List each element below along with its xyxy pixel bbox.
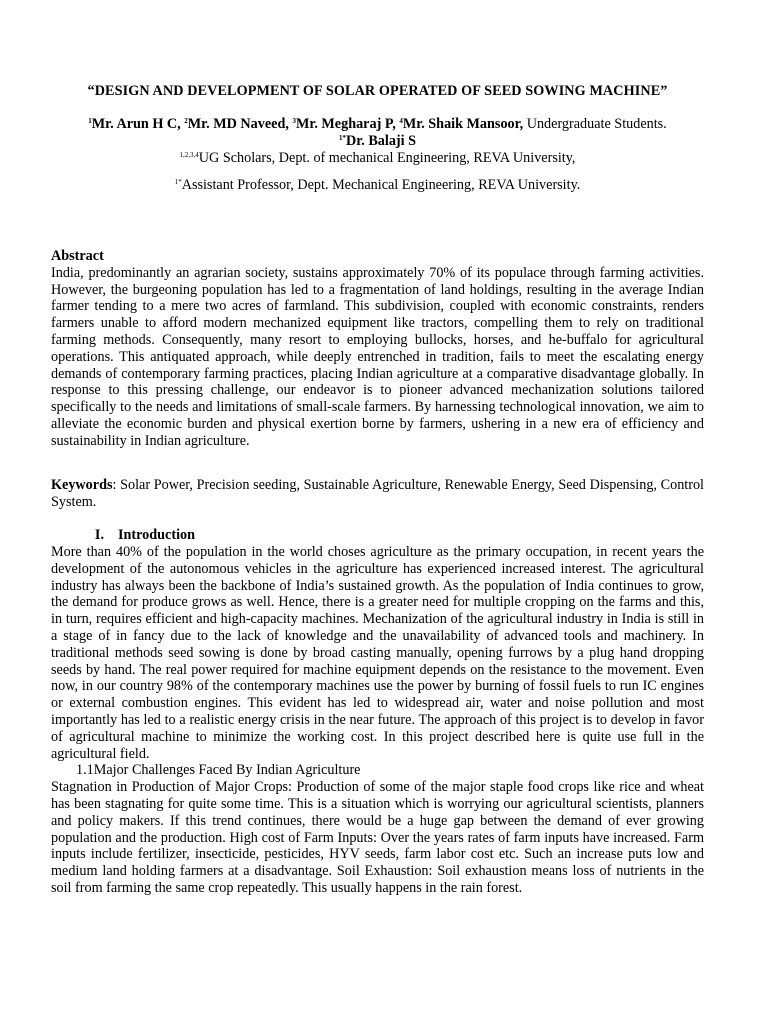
author-5-name: Dr. Balaji S (345, 133, 417, 149)
author-5-superscript: 1* (338, 134, 346, 142)
students-role: Undergraduate Students. (523, 116, 667, 132)
abstract-section (51, 248, 704, 450)
introduction-number: I. (94, 527, 104, 543)
author-3-superscript: 3 (292, 117, 296, 125)
affiliation-professor (51, 177, 704, 194)
keywords-label: Keywords (51, 477, 113, 493)
keywords-section (51, 477, 704, 511)
introduction-paragraph-2: Stagnation in Production of Major Crops: Production of some of the major staple food crops like rice and wheat has been stagnating for quite some time. This is a situation which is worrying our agricultural scientists, planners and policy makers. If this trend continues, there would be a huge gap between the demand of ever growing population and the production. High cost of Farm Inputs: Over the years rates of farm inputs have increased. Farm inputs include fertilizer, insecticide, pesticides, HYV seeds, farm labor cost etc. Such an increase puts low and medium land holding farmers at a disadvantage. Soil Exhaustion: Soil exhaustion means loss of nutrients in the soil from farming the same crop repeatedly. This usually happens in the rain forest. (51, 779, 704, 896)
author-4-superscript: 4 (399, 117, 403, 125)
author-1-superscript: 1 (88, 117, 92, 125)
author-2-superscript: 2 (184, 117, 188, 125)
affiliation-2-superscript: 1* (174, 178, 182, 186)
introduction-heading (51, 527, 704, 544)
introduction-title: Introduction (118, 527, 195, 543)
author-2-name: Mr. MD Naveed, (187, 116, 293, 132)
paper-title: “DESIGN AND DEVELOPMENT OF SOLAR OPERATED OF SEED SOWING MACHINE” (87, 83, 668, 99)
introduction-paragraph-1: More than 40% of the population in the world choses agriculture as the primary occupation, in recent years the development of the autonomous vehicles in the agriculture has experienced increased interest. The agricultural industry has always been the backbone of India’s sustained growth. As the population of India continues to grow, the demand for produce grows as well. Hence, there is a greater need for multiple cropping on the farms and this, in turn, requires efficient and high-capacity machines. Mechanization of the agricultural industry in India is still in a stage of in fancy due to the lack of knowledge and the unavailability of advanced tools and machinery. In traditional methods seed sowing is done by broad casting manually, opening furrows by a plug hand dropping seeds by hand. The real power required for machine equipment depends on the resistance to the movement. Even now, in our country 98% of the contemporary machines use the power by burning of fossil fuels to run IC engines or external combustion engines. This evident has led to widespread air, water and noise pollution and most importantly has led to a realistic energy crisis in the near future. The approach of this project is to develop in favor of agricultural machine to minimize the working cost. In this project described here is quite use full in the agricultural field. (51, 544, 704, 762)
keywords-text: : Solar Power, Precision seeding, Sustainable Agriculture, Renewable Energy, Seed Dispensing, Control System. (51, 477, 704, 510)
subsection-heading: 1.1Major Challenges Faced By Indian Agriculture (76, 762, 361, 779)
affiliation-2-text: Assistant Professor, Dept. Mechanical Engineering, REVA University. (181, 177, 581, 193)
author-1-name: Mr. Arun H C, (91, 116, 185, 132)
author-3-name: Mr. Megharaj P, (295, 116, 400, 132)
abstract-heading: Abstract (51, 248, 104, 264)
affiliation-1-text: UG Scholars, Dept. of mechanical Engineering, REVA University, (198, 150, 576, 166)
introduction-section (51, 544, 704, 897)
abstract-text: India, predominantly an agrarian society, sustains approximately 70% of its populace through farming activities. However, the burgeoning population has led to a fragmentation of land holdings, resulting in the average Indian farmer tending to a mere two acres of farmland. This subdivision, coupled with economic constraints, renders farmers unable to afford modern mechanized equipment like tractors, compelling them to rely on traditional farming methods. Consequently, many resort to employing bullocks, horses, and he-buffalo for agricultural operations. This antiquated approach, while deeply entrenched in tradition, fails to meet the escalating energy demands of contemporary farming practices, placing Indian agriculture at a comparative disadvantage globally. In response to this pressing challenge, our endeavor is to pioneer advanced mechanization solutions tailored specifically to the needs and limitations of small-scale farmers. By harnessing technological innovation, we aim to alleviate the economic burden and physical exertion borne by farmers, ushering in a new era of efficiency and sustainability in Indian agriculture. (51, 264, 704, 449)
affiliation-1-superscript: 1,2,3,4 (179, 151, 199, 159)
affiliation-ug-scholars (51, 150, 704, 167)
author-list (51, 116, 704, 150)
author-4-name: Mr. Shaik Mansoor, (402, 116, 524, 132)
